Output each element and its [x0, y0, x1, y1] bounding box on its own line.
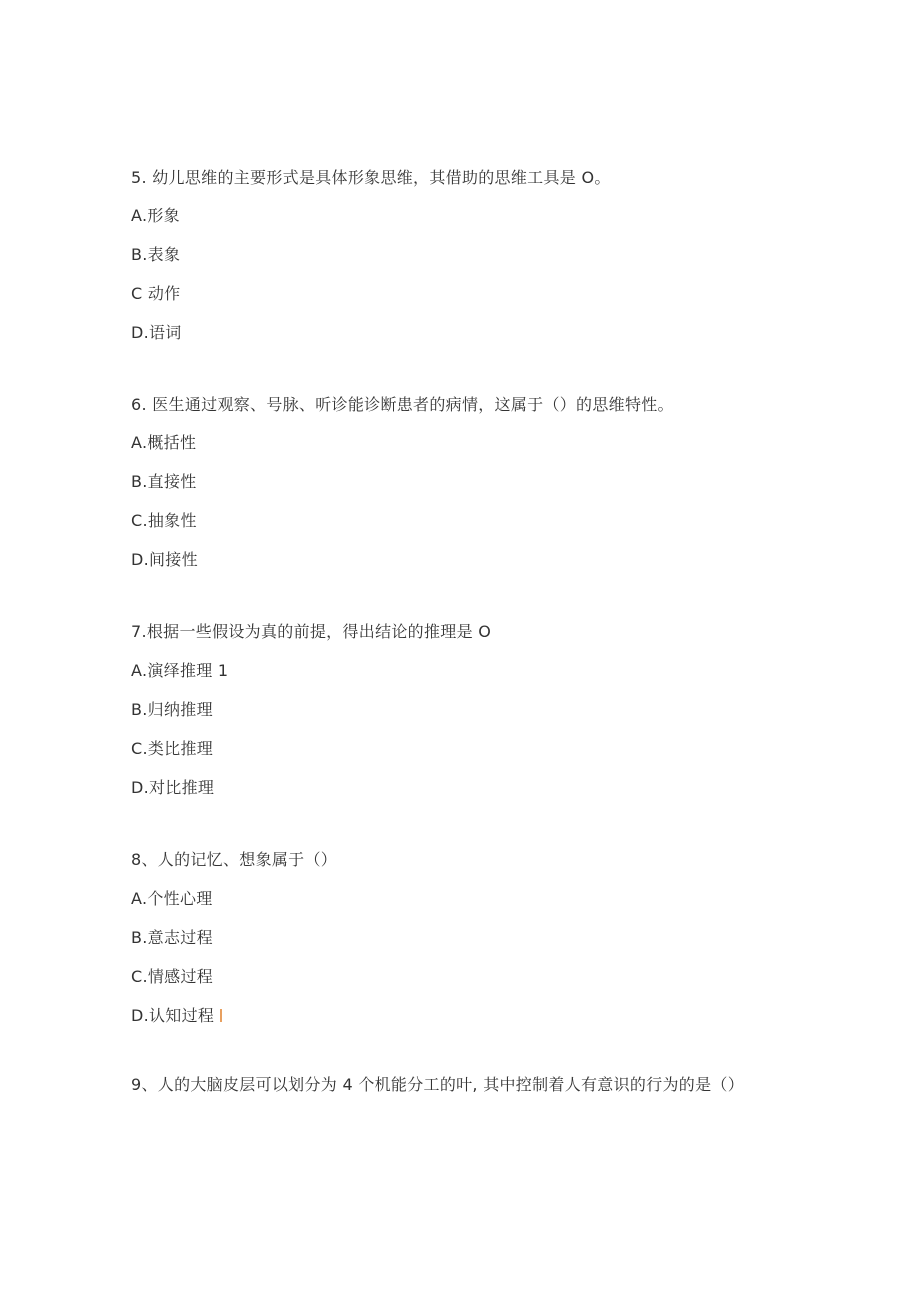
question-5-option-d: D.语词: [131, 323, 182, 342]
question-9-stem: 9、人的大脑皮层可以划分为 4 个机能分工的叶, 其中控制着人有意识的行为的是（）: [131, 1075, 745, 1094]
question-8-option-c: C.情感过程: [131, 967, 214, 986]
question-8-option-d-row: [131, 1006, 222, 1026]
question-6-option-c: C.抽象性: [131, 511, 197, 530]
question-5-option-c: C 动作: [131, 284, 181, 303]
question-7-option-c: C.类比推理: [131, 739, 214, 758]
question-6-option-b: B.直接性: [131, 472, 197, 491]
question-8-option-a: A.个性心理: [131, 889, 213, 908]
question-7-stem: 7.根据一些假设为真的前提，得出结论的推理是 O: [131, 622, 492, 641]
question-7-option-d: D.对比推理: [131, 778, 215, 797]
question-6-option-a: A.概括性: [131, 433, 197, 452]
question-8-option-d: D.认知过程: [131, 1006, 215, 1025]
question-6-stem: 6. 医生通过观察、号脉、听诊能诊断患者的病情，这属于（）的思维特性。: [131, 395, 674, 414]
question-8-stem: 8、人的记忆、想象属于（）: [131, 850, 338, 869]
question-7-option-a: A.演绎推理 1: [131, 661, 229, 680]
question-6-option-d: D.间接性: [131, 550, 198, 569]
question-8-option-b: B.意志过程: [131, 928, 213, 947]
question-5-option-b: B.表象: [131, 245, 181, 264]
question-5-option-a: A.形象: [131, 206, 180, 225]
question-7-option-b: B.归纳推理: [131, 700, 213, 719]
question-5-stem: 5. 幼儿思维的主要形式是具体形象思维，其借助的思维工具是 O。: [131, 168, 611, 187]
text-cursor-mark: [220, 1009, 222, 1022]
